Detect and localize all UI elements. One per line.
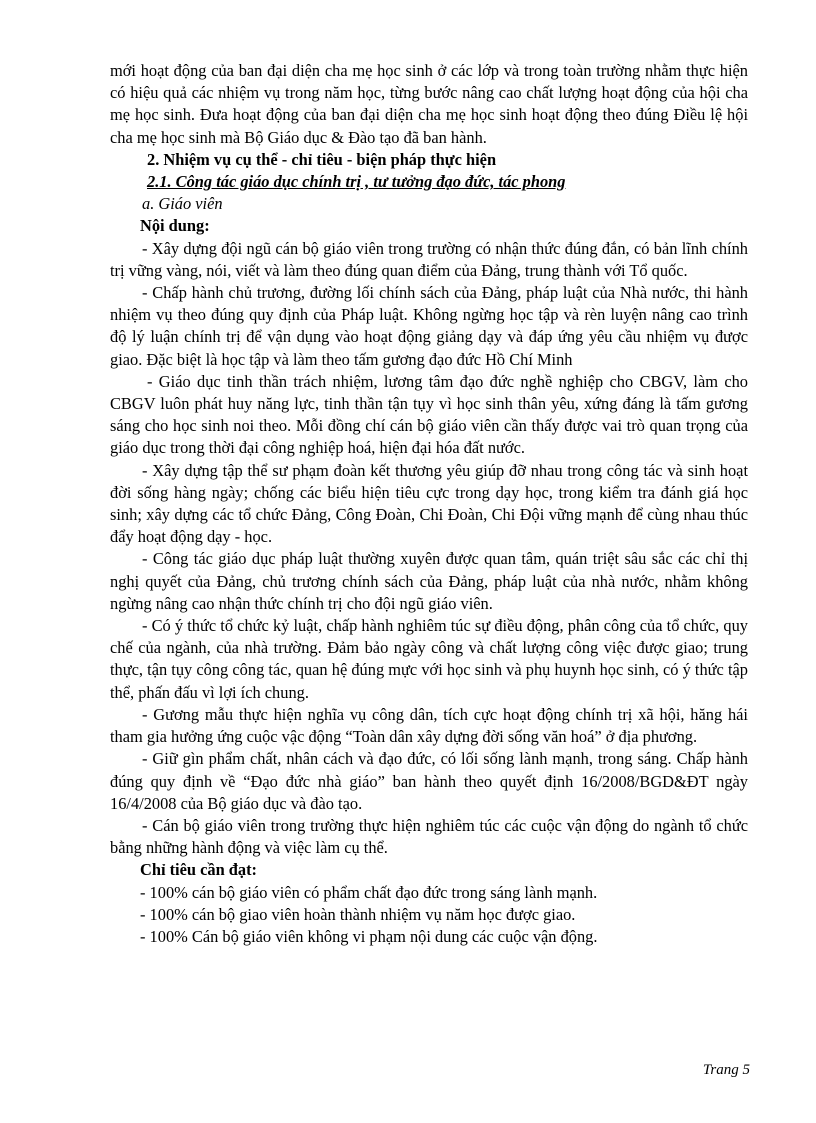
subsection-heading-a: a. Giáo viên [142,194,223,214]
intro-paragraph: mới hoạt động của ban đại diện cha mẹ học sinh ở các lớp và trong toàn trường nhằm thực hiện có hiệu quả các nhiệm vụ trong năm học, từng bước nâng cao chất lượng hoạt động của hội cha mẹ học sinh. Đưa hoạt động của ban đại diện cha mẹ học sinh hoạt động theo đúng Điều lệ hội cha mẹ học sinh mà Bộ Giáo dục & Đào tạo đã ban hành. [110,61,748,147]
content-item-4: - Xây dựng tập thể sư phạm đoàn kết thương yêu giúp đỡ nhau trong công tác và sinh hoạt đời sống hàng ngày; chống các biểu hiện tiêu cực trong dạy học, trong kiểm tra đánh giá học sinh; xây dựng các tổ chức Đảng, Công Đoàn, Chi Đoàn, Chi Đội vững mạnh để cùng nhau thúc đẩy hoạt động dạy - học. [110,460,748,547]
content-item-5: - Công tác giáo dục pháp luật thường xuyên được quan tâm, quán triệt sâu sắc các chỉ thị nghị quyết của Đảng, chủ trương chính sách của Đảng, pháp luật của nhà nước, nhằm không ngừng nâng cao nhận thức chính trị cho đội ngũ giáo viên. [110,549,748,613]
targets-label: Chỉ tiêu cần đạt: [140,860,258,880]
content-item-2: - Chấp hành chủ trương, đường lối chính sách của Đảng, pháp luật của Nhà nước, thi hành nhiệm vụ theo đúng quy định của Pháp luật. Không ngừng học tập và rèn luyện nâng cao trình độ lý luận chính trị để vận dụng vào hoạt động giảng dạy và đáp ứng yêu cầu nhiệm vụ được giao. Đặc biệt là học tập và làm theo tấm gương đạo đức Hồ Chí Minh [110,283,748,369]
content-item-9: - Cán bộ giáo viên trong trường thực hiện nghiêm túc các cuộc vận động do ngành tổ chức bằng những hành động và việc làm cụ thể. [110,815,748,858]
content-item-3: - Giáo dục tinh thần trách nhiệm, lương tâm đạo đức nghề nghiệp cho CBGV, làm cho CBGV luôn phát huy năng lực, tinh thần tận tụy vì học sinh thân yêu, xứng đáng là tấm gương sáng cho học sinh noi theo. Mỗi đồng chí cán bộ giáo viên cần thấy được vai trò quan trọng của giáo dục trong thời đại công nghiệp hoá, hiện đại hóa đất nước. [110,371,748,458]
content-item-7: - Gương mẫu thực hiện nghĩa vụ công dân, tích cực hoạt động chính trị xã hội, hăng hái tham gia hưởng ứng cuộc vậc động “Toàn dân xây dựng đời sống văn hoá” ở địa phương. [110,704,748,747]
content-item-8: - Giữ gìn phẩm chất, nhân cách và đạo đức, có lối sống lành mạnh, trong sáng. Chấp hành đúng quy định về “Đạo đức nhà giáo” ban hành theo quyết định 16/2008/BGD&ĐT ngày 16/4/2008 của Bộ giáo dục và đào tạo. [110,749,748,813]
document-page [110,60,748,948]
content-item-6: - Có ý thức tổ chức kỷ luật, chấp hành nghiêm túc sự điều động, phân công của tổ chức, quy chế của ngành, của nhà trường. Đảm bảo ngày công và chất lượng công việc được giao; trung thực, tận tụy công công tác, quan hệ đúng mực với học sinh và phụ huynh học sinh, có ý thức tập thể, phấn đấu vì lợi ích chung. [110,616,748,702]
target-item-2: - 100% cán bộ giao viên hoàn thành nhiệm vụ năm học được giao. [140,904,576,924]
content-item-1: - Xây dựng đội ngũ cán bộ giáo viên trong trường có nhận thức đúng đắn, có bản lĩnh chính trị vững vàng, nói, viết và làm theo đúng quan điểm của Đảng, trung thành với Tổ quốc. [110,238,748,280]
section-heading-2-1: 2.1. Công tác giáo dục chính trị , tư tưởng đạo đức, tác phong [147,172,566,192]
target-item-3: - 100% Cán bộ giáo viên không vi phạm nội dung các cuộc vận động. [140,926,598,946]
page-number: Trang 5 [702,1062,750,1078]
section-heading-2: 2. Nhiệm vụ cụ thể - chỉ tiêu - biện pháp thực hiện [147,149,497,169]
content-label: Nội dung: [140,216,210,236]
target-item-1: - 100% cán bộ giáo viên có phẩm chất đạo đức trong sáng lành mạnh. [140,882,598,902]
